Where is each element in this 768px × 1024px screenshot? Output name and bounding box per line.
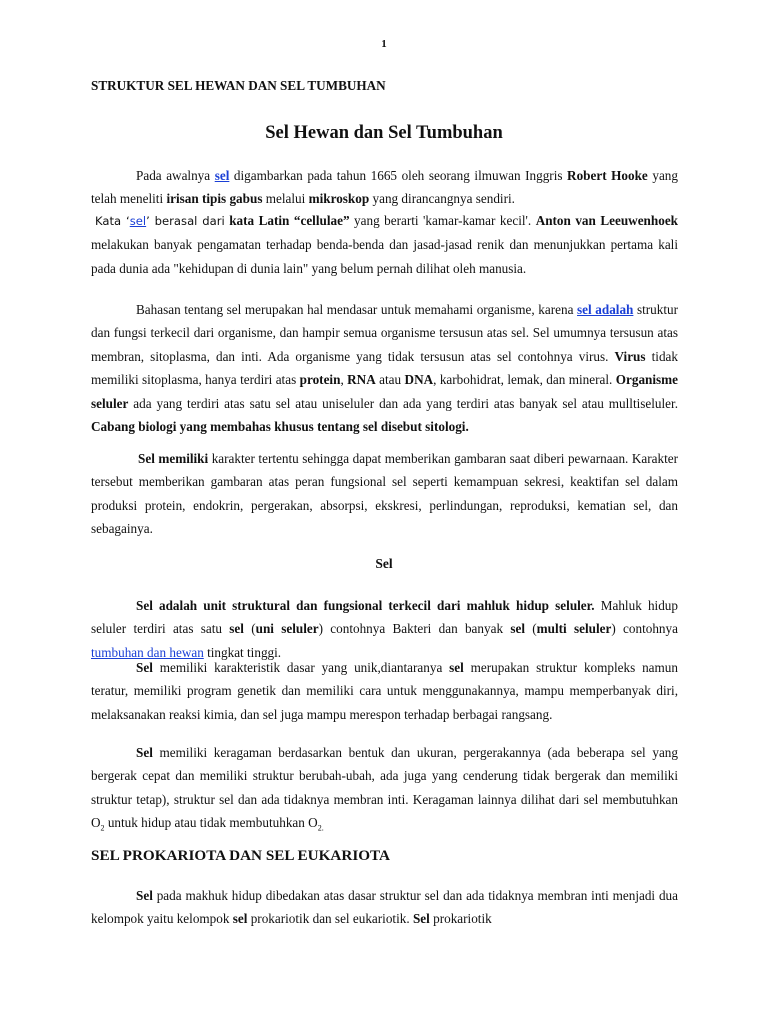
bold-rna: RNA <box>347 372 376 388</box>
text-run: , <box>340 372 348 388</box>
text-run: Pada awalnya <box>136 168 215 183</box>
text-run: ) contohnya Bakteri dan banyak <box>318 621 511 637</box>
text-run: memiliki keragaman berdasarkan bentuk dan ukuran, pergerakannya (ada beberapa sel yang bergerak cepat dan memiliki struktur berubah-ubah, ada juga yang cenderung tidak bergerak dan memiliki struktur tetap), struktur sel dan ada tidaknya membran inti. Keragaman lainnya dilihat dari sel membutuhkan O <box>91 745 678 831</box>
bold-sel: sel <box>449 660 464 675</box>
bold-dna: DNA <box>404 372 434 388</box>
bold-sel-memiliki: Sel memiliki <box>138 451 209 466</box>
bold-definisi: Sel adalah unit struktural dan fungsional terkecil dari mahluk hidup seluler. <box>136 598 595 613</box>
bold-irisan: irisan tipis gabus <box>166 191 263 207</box>
bold-sel: sel <box>510 621 525 637</box>
text-run: struktur dan fungsi terkecil dari organisme, dan hampir semua organisme tersusun atas sel. Sel umumnya tersusun atas membran, sitoplasma, dan inti. Ada organisme yang tidak tersusun atas sel contohnya virus. <box>91 302 679 364</box>
text-run: ’ berasal dari <box>146 214 225 228</box>
link-tumbuhan-dan-hewan[interactable]: tumbuhan dan hewan <box>91 644 204 660</box>
text-run: ada yang terdiri atas satu sel atau uniseluler dan ada yang terdiri atas banyak sel atau mulltiseluler. <box>128 395 678 411</box>
bold-kata-latin: kata Latin “cellulae” <box>229 213 350 228</box>
text-run: merupakan struktur kompleks namun teratur, memiliki program genetik dan memiliki cara untuk menggunakannya, mampu memperbanyak diri, melaksanakan reaksi kimia, dan sel juga mampu merespon terhadap berbagai rangsang. <box>91 660 678 722</box>
paragraph-prokariota <box>91 884 678 931</box>
text-run: melakukan banyak pengamatan terhadap benda-benda dan jasad-jasad renik dan menunjukkan pertama kali pada dunia ada "kehidupan di dunia lain" yang belum pernah dilihat oleh manusia. <box>91 237 678 276</box>
bold-sel: Sel <box>136 888 153 903</box>
text-run: prokariotik <box>429 911 492 927</box>
section-heading-prokariota: SEL PROKARIOTA DAN SEL EUKARIOTA <box>91 847 391 864</box>
text-run: , karbohidrat, lemak, dan mineral. <box>433 372 616 388</box>
text-run: tidak memiliki sitoplasma, hanya terdiri atas <box>91 348 678 388</box>
paragraph-keragaman <box>91 741 678 840</box>
bold-protein: protein <box>299 372 341 388</box>
paragraph-karakteristik <box>91 656 678 726</box>
bold-multi-seluler: multi seluler <box>536 621 612 637</box>
bold-robert-hooke: Robert Hooke <box>567 168 648 183</box>
bold-sel: Sel <box>136 660 153 675</box>
text-run: ( <box>524 621 537 637</box>
page-title: Sel Hewan dan Sel Tumbuhan <box>265 123 503 143</box>
link-sel-adalah[interactable]: sel adalah <box>577 302 634 317</box>
text-run: Bahasan tentang sel merupakan hal mendasar untuk memahami organisme, karena <box>136 302 578 317</box>
text-run: Kata ‘ <box>95 214 130 228</box>
text-run: melalui <box>262 191 309 207</box>
text-run: yang dirancangnya sendiri. <box>369 191 515 207</box>
link-sel[interactable]: sel <box>214 168 230 183</box>
text-run: ( <box>243 621 256 637</box>
text-run: Mahluk hidup seluler terdiri atas satu <box>91 598 678 637</box>
text-run: karakter tertentu sehingga dapat memberikan gambaran saat diberi pewarnaan. Karakter tersebut memberikan gambaran atas peran fungsional sel seperti kemampuan sekresi, keaktifan sel dalam produksi protein, endokrin, pergerakan, absorpsi, ekskresi, perlindungan, reproduksi, kematian sel, dan sebagainya. <box>91 451 678 537</box>
document-heading: STRUKTUR SEL HEWAN DAN SEL TUMBUHAN <box>91 78 386 93</box>
bold-uni-seluler: uni seluler <box>255 621 319 637</box>
text-run: tingkat tinggi. <box>203 644 282 660</box>
paragraph-definisi-sel <box>91 594 678 664</box>
text-run: memiliki karakteristik dasar yang unik,diantaranya <box>152 660 450 675</box>
subscript-2: 2 <box>100 823 105 833</box>
section-heading-sel: Sel <box>375 556 393 571</box>
text-run: pada makhuk hidup dibedakan atas dasar struktur sel dan ada tidaknya membran inti menjadi dua kelompok yaitu kelompok <box>91 888 678 927</box>
page-number: 1 <box>381 38 387 50</box>
paragraph-karakter <box>91 447 678 541</box>
bold-mikroskop: mikroskop <box>308 191 370 207</box>
subscript-2: 2. <box>317 823 324 833</box>
paragraph-kata-sel <box>91 209 678 280</box>
text-run: ) contohnya <box>611 621 678 637</box>
text-run: yang telah meneliti <box>91 168 678 207</box>
bold-anton-van-leeuwenhoek: Anton van Leeuwenhoek <box>535 213 679 228</box>
bold-virus: Virus <box>614 348 646 364</box>
bold-cabang-biologi: Cabang biologi yang membahas khusus tentang sel disebut sitologi. <box>91 419 469 435</box>
text-run: digambarkan pada tahun 1665 oleh seorang ilmuwan Inggris <box>229 168 568 183</box>
bold-sel: Sel <box>136 745 153 760</box>
bold-sel: Sel <box>412 911 430 927</box>
text-run: yang berarti 'kamar-kamar kecil'. <box>349 213 536 228</box>
text-run: untuk hidup atau tidak membutuhkan O <box>104 815 318 831</box>
bold-organisme-seluler: Organisme seluler <box>91 372 679 411</box>
bold-sel: sel <box>232 911 248 927</box>
bold-sel: sel <box>229 621 244 637</box>
paragraph-bahasan <box>91 298 678 438</box>
text-run: prokariotik dan sel eukariotik. <box>247 911 413 927</box>
link-sel-2[interactable]: sel <box>129 214 147 228</box>
paragraph-intro <box>91 164 678 211</box>
text-run: atau <box>375 372 405 388</box>
